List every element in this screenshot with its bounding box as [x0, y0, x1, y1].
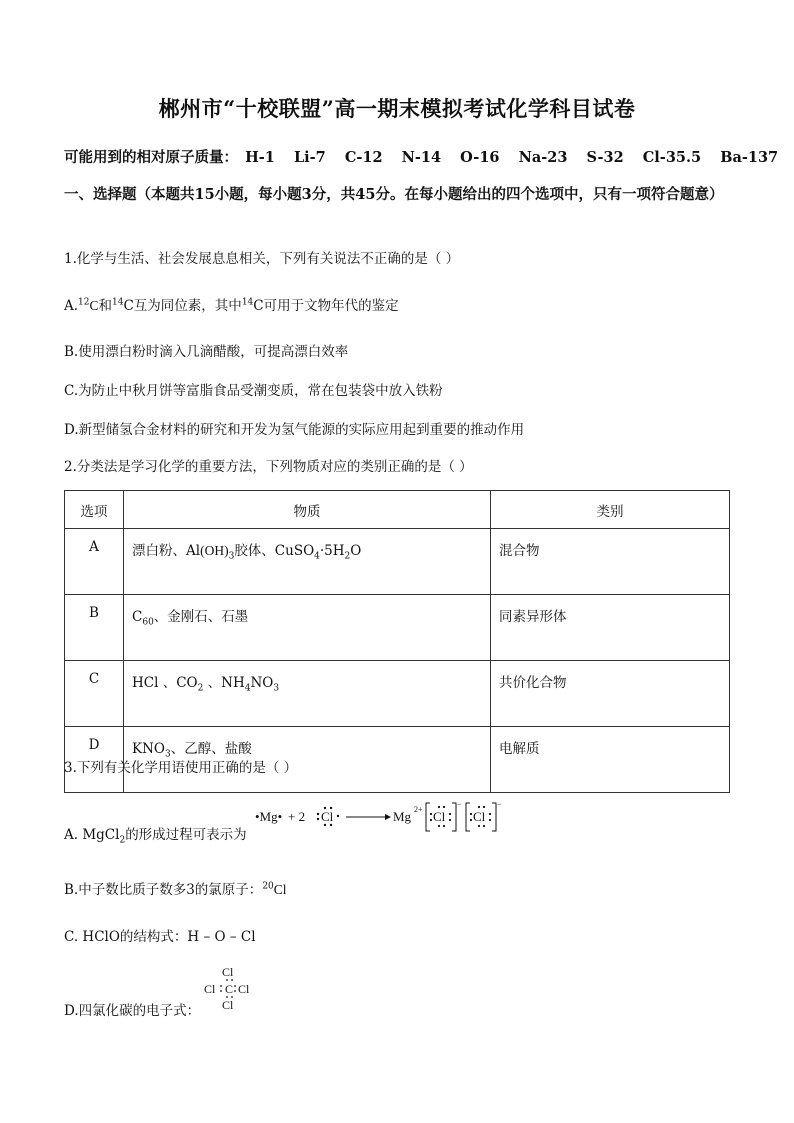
- q2-stem: 2.分类法是学习化学的重要方法，下列物质对应的类别正确的是（ ）: [64, 459, 473, 475]
- row-category: 同素异形体: [491, 595, 730, 661]
- row-category: 共价化合物: [491, 661, 730, 727]
- atomic-masses-label: 可能用到的相对原子质量：: [64, 149, 238, 166]
- table-header-row: [65, 491, 730, 529]
- mg-atom: •Mg•: [255, 809, 283, 824]
- mass-li: Li-7: [293, 149, 326, 166]
- row-category: 电解质: [491, 727, 730, 793]
- ccl4-cl-top: Cl: [222, 965, 234, 979]
- row-option: A: [65, 529, 124, 595]
- table-row: [65, 529, 730, 595]
- ccl4-electron-formula: [200, 965, 270, 1015]
- ccl4-cl-right: Cl: [238, 982, 250, 996]
- page-title: 郴州市“十校联盟”高一期末模拟考试化学科目试卷: [158, 96, 636, 121]
- q3-stem: 3.下列有关化学用语使用正确的是（ ）: [64, 760, 298, 776]
- mg-charge: 2+: [414, 805, 423, 814]
- row-substances: HCl 、$CO_2$ 、$NH_4NO_3$: [124, 661, 491, 727]
- row-substances: $C_{60}$、金刚石、石墨: [124, 595, 491, 661]
- row-substances: 漂白粉、$Al(OH)_3$胶体、$CuSO_4\cdot 5H_2O$: [124, 529, 491, 595]
- table-row: [65, 595, 730, 661]
- section-heading: 一、选择题（本题共15小题，每小题3分，共45分。在每小题给出的四个选项中，只有一项符合题意）: [64, 186, 724, 203]
- table-row: [65, 661, 730, 727]
- q1-option-b: B.使用漂白粉时滴入几滴醋酸，可提高漂白效率: [64, 344, 349, 360]
- mass-na: Na-23: [518, 149, 568, 166]
- ccl4-cl-bottom: Cl: [222, 998, 234, 1012]
- q1-stem: 1.化学与生活、社会发展息息相关，下列有关说法不正确的是（ ）: [64, 251, 460, 267]
- row-option: C: [65, 661, 124, 727]
- cl-ion-2: Cl: [473, 809, 486, 824]
- q3-option-a: A. MgCl$_2$的形成过程可表示为: [64, 827, 247, 846]
- mass-c: C-12: [344, 149, 383, 166]
- ccl4-cl-left: Cl: [204, 982, 216, 996]
- cl-charge-1: −: [457, 800, 462, 809]
- mgcl2-formation-diagram: [255, 800, 507, 836]
- plus-two: + 2: [288, 809, 306, 824]
- row-option: D: [65, 727, 124, 793]
- table-header-substance: 物质: [124, 491, 491, 529]
- q1-option-c: C.为防止中秋月饼等富脂食品受潮变质，常在包装袋中放入铁粉: [64, 383, 443, 399]
- table-header-option: 选项: [65, 491, 124, 529]
- mass-ba: Ba-137: [720, 149, 779, 166]
- mg-ion: Mg: [393, 809, 412, 824]
- table-header-category: 类别: [491, 491, 730, 529]
- ccl4-c: C: [225, 982, 234, 996]
- cl-ion-1: Cl: [433, 809, 446, 824]
- q3-option-d: D.四氯化碳的电子式：: [64, 1003, 201, 1019]
- mass-cl: Cl-35.5: [642, 149, 702, 166]
- mass-s: S-32: [586, 149, 624, 166]
- atomic-masses-line: [64, 146, 792, 167]
- mass-o: O-16: [460, 149, 500, 166]
- q3-option-c: C. HClO的结构式：H – O – Cl: [64, 929, 256, 945]
- row-option: B: [65, 595, 124, 661]
- q3-option-b: B.中子数比质子数多3的氯原子：$^{20}$Cl: [64, 881, 287, 898]
- q1-option-a: A.$^{12}$C和$^{14}$C互为同位素，其中$^{14}$C可用于文物年代的鉴定: [64, 297, 399, 314]
- q1-option-d: D.新型储氢合金材料的研究和开发为氢气能源的实际应用起到重要的推动作用: [64, 422, 525, 438]
- classification-table: [64, 490, 730, 793]
- cl-atom: Cl: [321, 809, 334, 824]
- mass-h: H-1: [245, 149, 275, 166]
- row-category: 混合物: [491, 529, 730, 595]
- mass-n: N-14: [401, 149, 442, 166]
- row-substances: $KNO_3$、乙醇、盐酸: [124, 727, 491, 793]
- cl-charge-2: −: [497, 800, 502, 809]
